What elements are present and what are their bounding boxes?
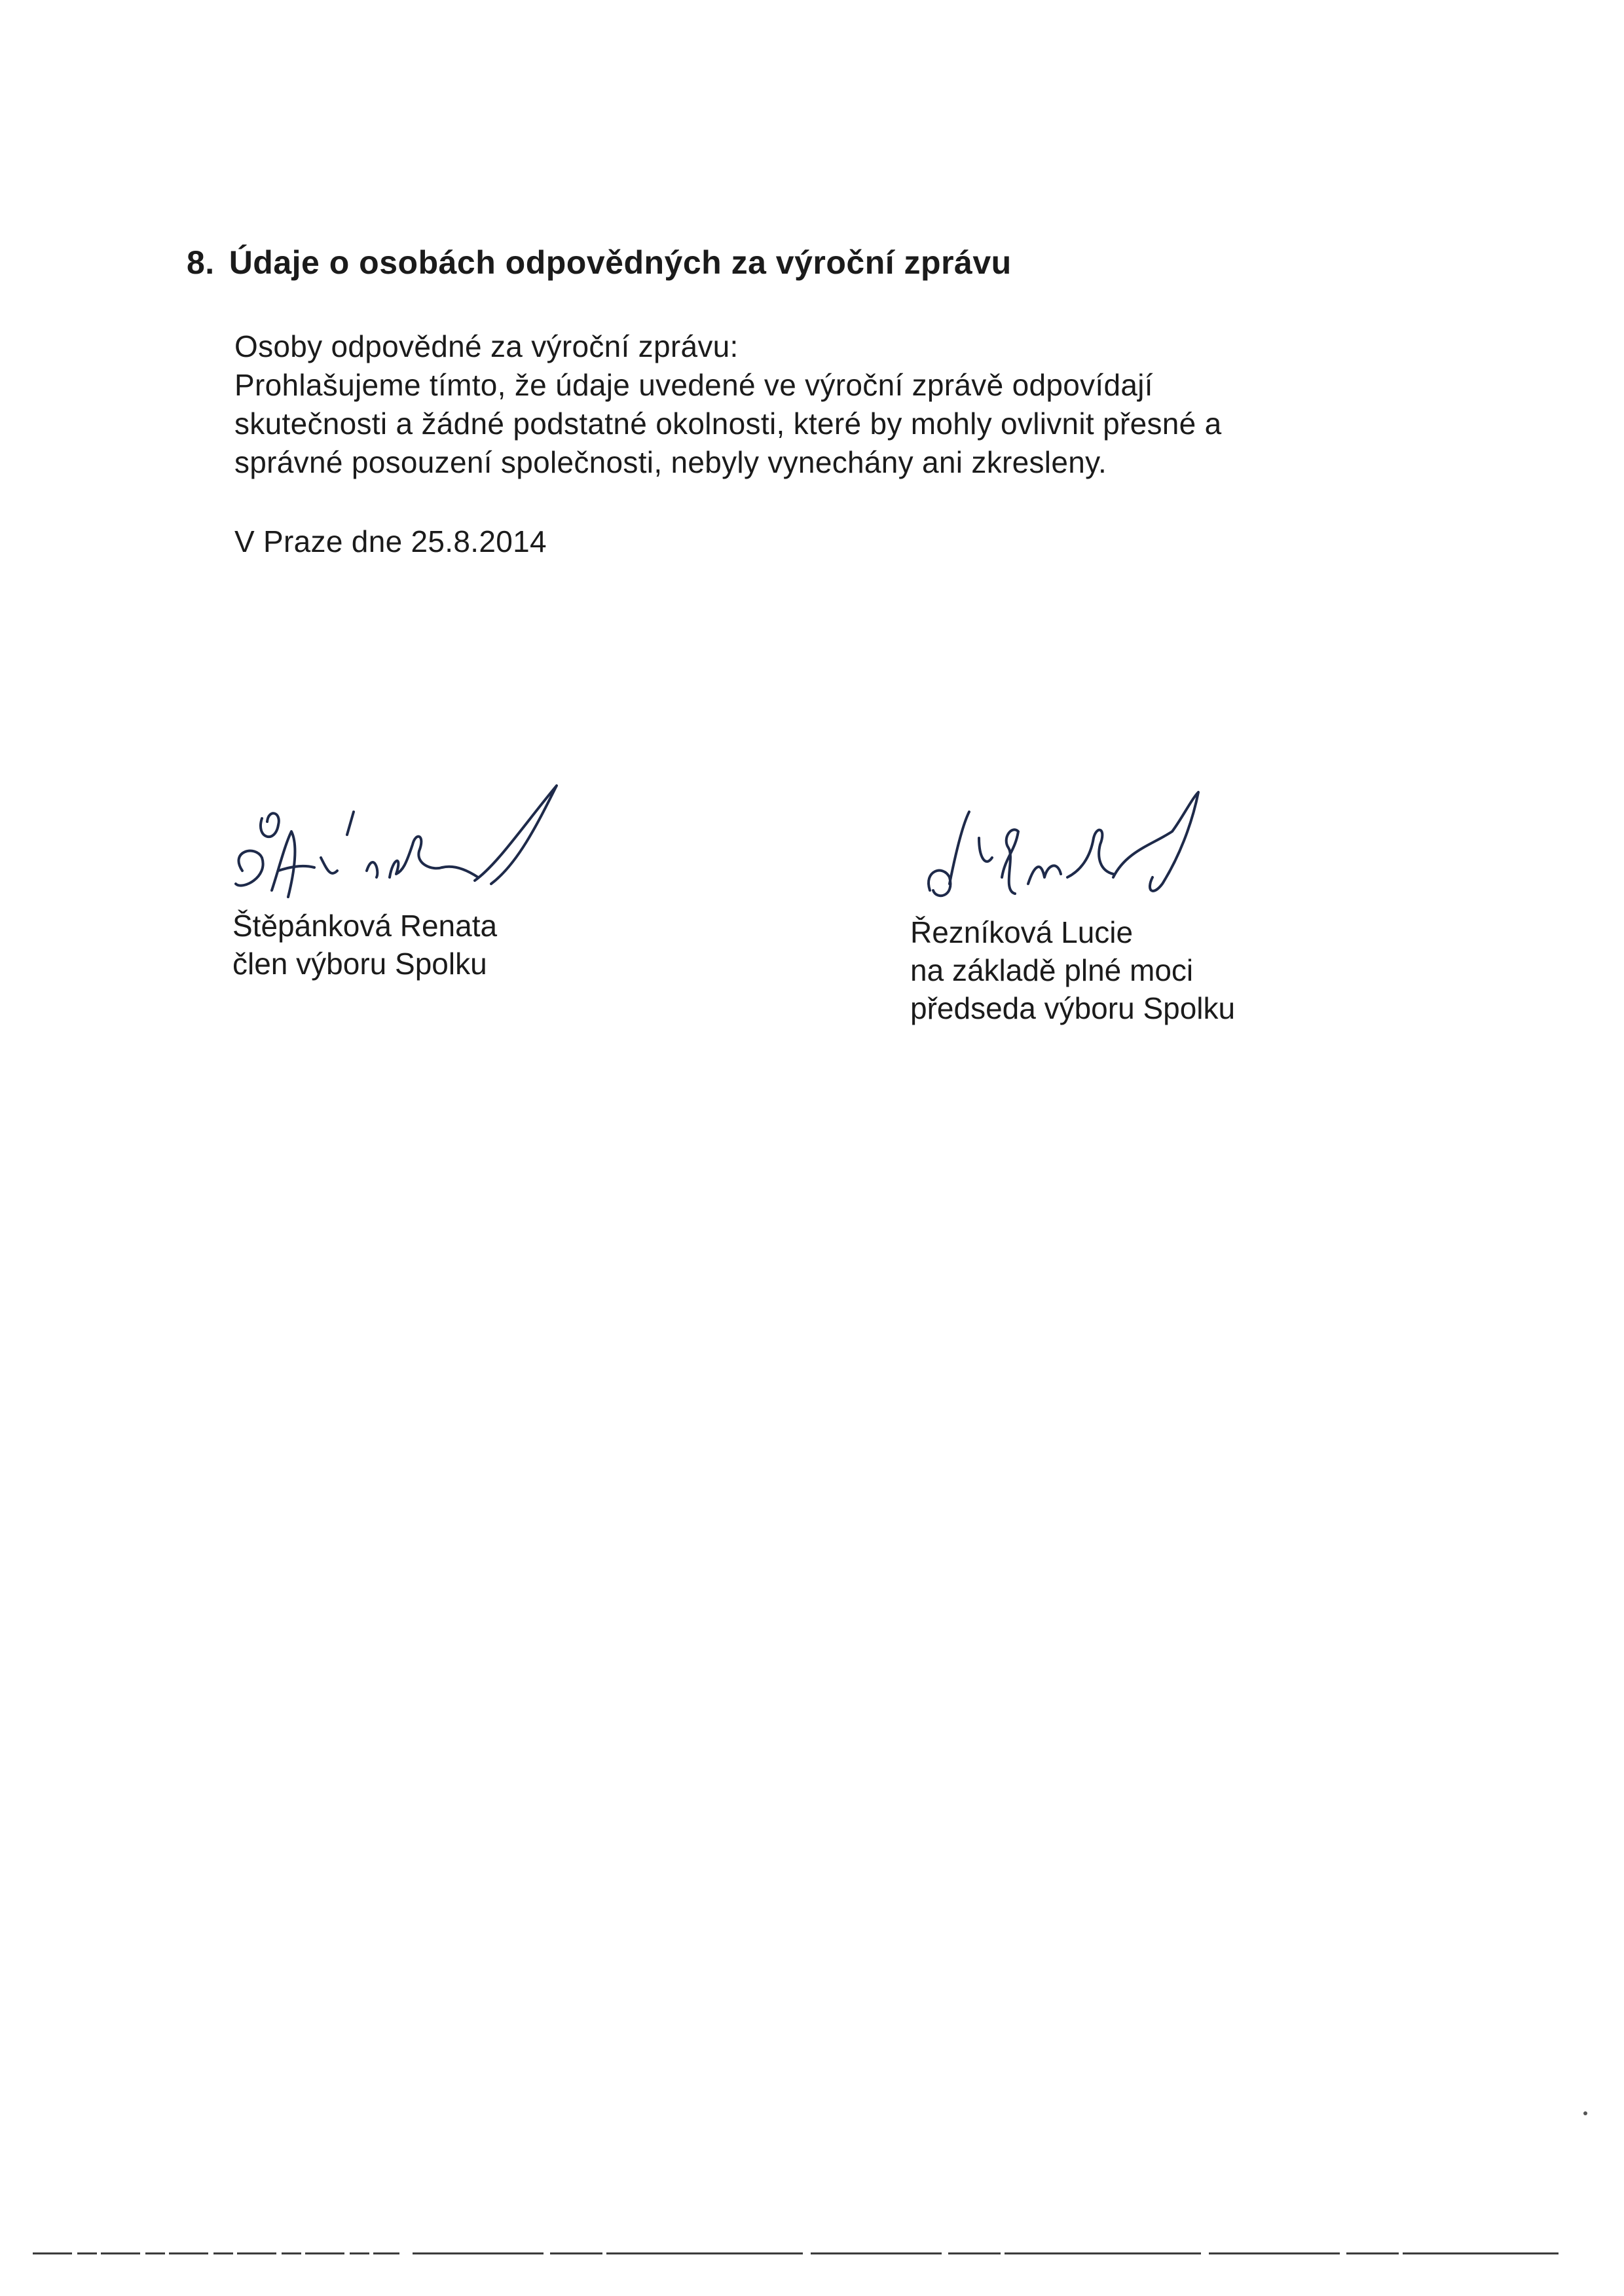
body-line-4: správné posouzení společnosti, nebyly vynechány ani zkresleny.	[234, 445, 1107, 479]
signatory-2	[910, 913, 1235, 1027]
signatory-1-role: člen výboru Spolku	[232, 947, 487, 981]
place-date: V Praze dne 25.8.2014	[234, 524, 547, 558]
scan-speck	[1583, 2111, 1587, 2115]
signatory-2-role-1: na základě plné moci	[910, 953, 1194, 987]
body-line-3: skutečnosti a žádné podstatné okolnosti, které by mohly ovlivnit přesné a	[234, 407, 1222, 441]
signatory-1	[232, 907, 497, 983]
signatory-2-role-2: předseda výboru Spolku	[910, 991, 1236, 1025]
signatory-1-name: Štěpánková Renata	[232, 909, 498, 943]
footer-rule	[33, 2252, 1559, 2255]
body-line-1: Osoby odpovědné za výroční zprávu:	[234, 329, 739, 363]
section-heading	[187, 244, 1012, 282]
section-title: Údaje o osobách odpovědných za výroční zprávu	[229, 244, 1012, 281]
signatory-2-name: Řezníková Lucie	[910, 915, 1134, 949]
body-line-2: Prohlašujeme tímto, že údaje uvedené ve výroční zprávě odpovídají	[234, 368, 1153, 402]
signature-reznikova-image	[904, 786, 1270, 930]
section-number: 8.	[187, 244, 215, 281]
signature-stepankova-image	[216, 773, 609, 930]
